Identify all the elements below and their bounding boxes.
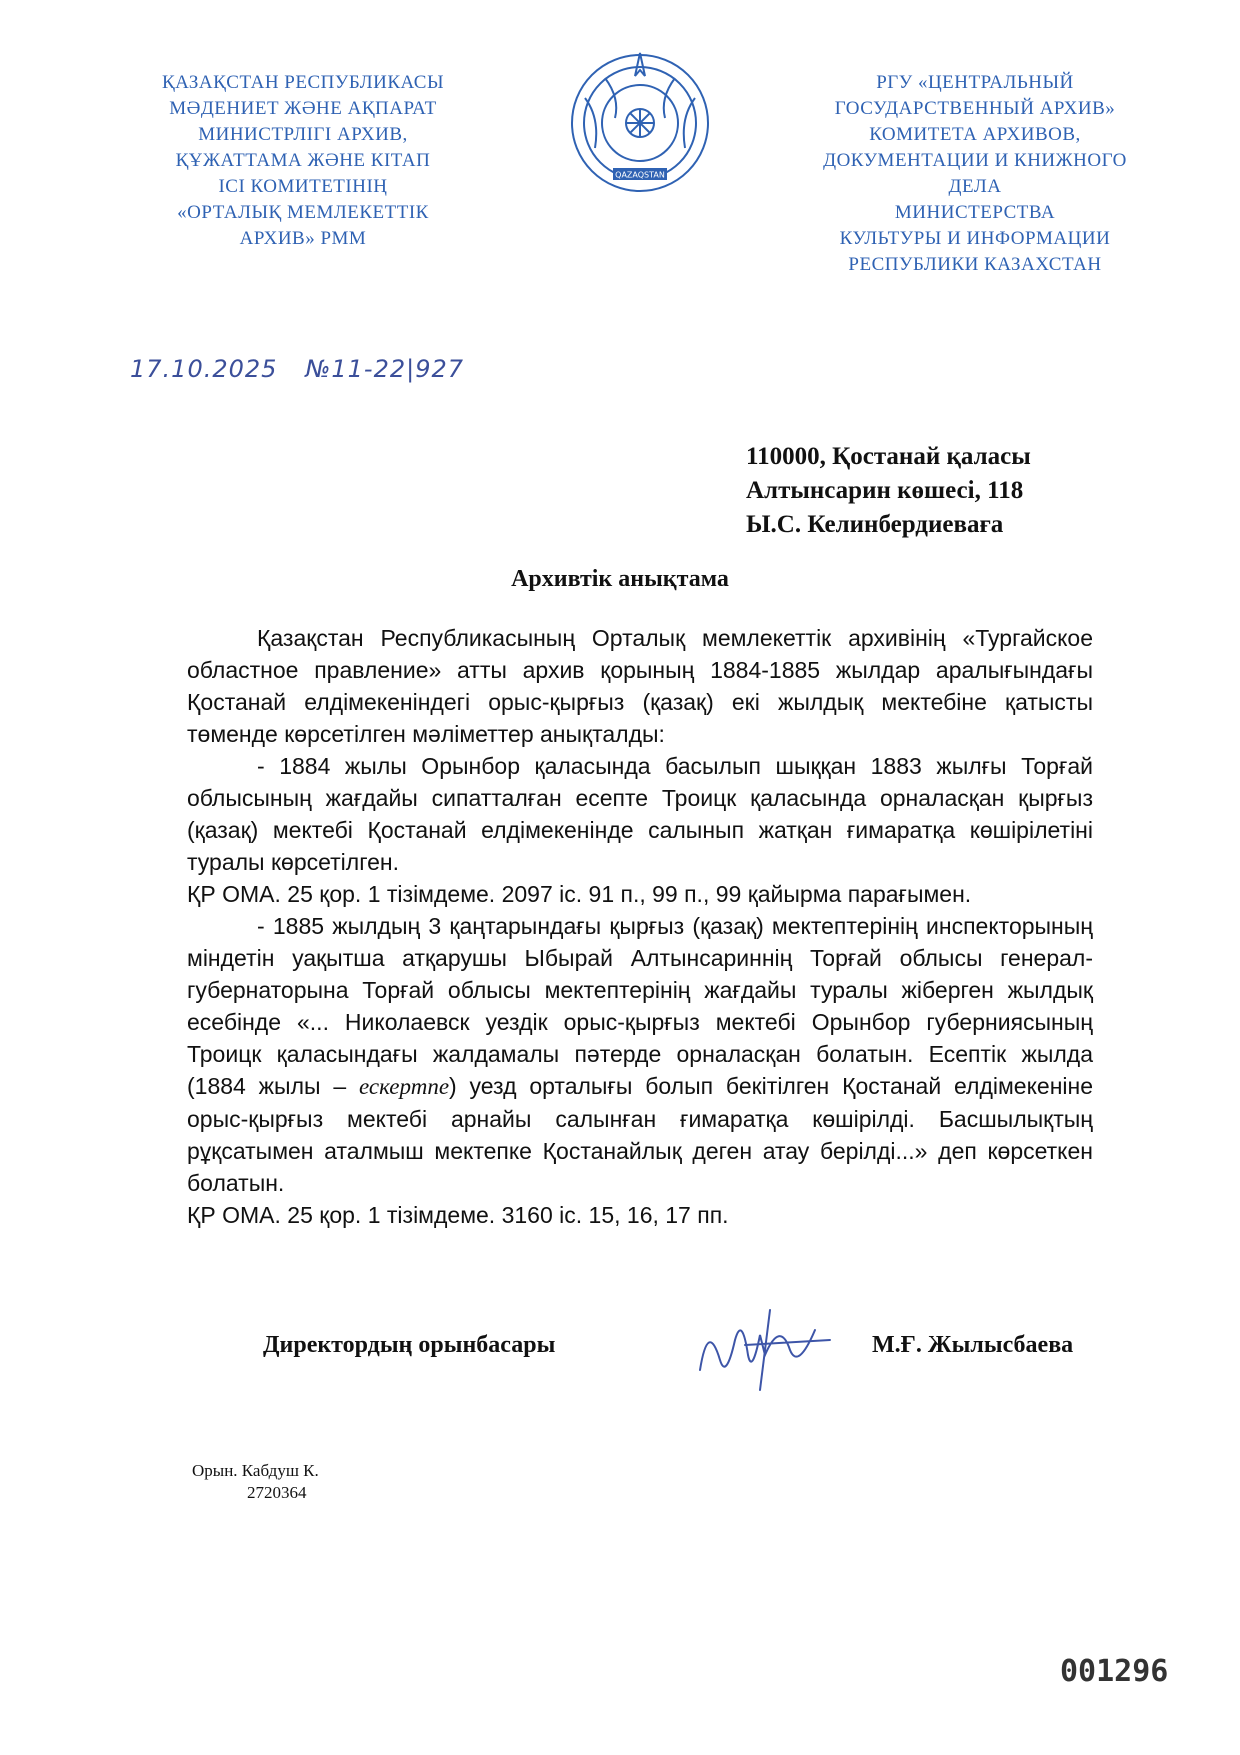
letterhead-line: ІСІ КОМИТЕТІНІҢ [218, 176, 388, 197]
address-line: Ы.С. Келинбердиеваға [746, 511, 1004, 538]
document-body [187, 622, 1093, 1231]
body-paragraph-intro: Қазақстан Республикасының Орталық мемлекеттік архивінің «Тургайское областное правление» атты архив қорының 1884-1885 жылдар аралығындағы Қостанай елдімекеніндегі орыс-қырғыз (қазақ) екі жылдық мектебіне қатысты төменде көрсетілген мәліметтер анықталды: [187, 625, 1093, 747]
address-line: 110000, Қостанай қаласы [746, 443, 1031, 470]
letterhead-line: «ОРТАЛЫҚ МЕМЛЕКЕТТІК [177, 202, 429, 223]
handwritten-signature [690, 1300, 840, 1395]
registration-line [130, 355, 464, 383]
letterhead-russian [805, 70, 1145, 278]
executor-name: Орын. Кабдуш К. [192, 1461, 319, 1480]
letterhead-line: РГУ «ЦЕНТРАЛЬНЫЙ [876, 72, 1074, 93]
letterhead-line: МИНИСТЕРСТВА [894, 202, 1056, 223]
registration-number: №11-22|927 [305, 355, 465, 383]
executor-info [192, 1460, 319, 1504]
letterhead-line: МИНИСТРЛІГІ АРХИВ, [198, 124, 408, 145]
serial-number: 001296 [1060, 1654, 1169, 1689]
letterhead-line: РЕСПУБЛИКИ КАЗАХСТАН [848, 254, 1102, 275]
body-paragraph-1884: - 1884 жылы Орынбор қаласында басылып шыққан 1883 жылғы Торғай облысының жағдайы сипатталған есепте Троицк қаласында орналасқан қырғыз (қазақ) мектебі Қостанай елдімекенінде салынып жатқан ғимаратқа көшірілетіні туралы көрсетілген. [187, 753, 1093, 875]
note-italic: ескертпе [359, 1074, 450, 1099]
letterhead-line: ҚҰЖАТТАМА ЖӘНЕ КІТАП [175, 150, 431, 171]
state-emblem-icon [565, 48, 715, 198]
recipient-address [746, 440, 1031, 542]
letterhead-line: ДОКУМЕНТАЦИИ И КНИЖНОГО ДЕЛА [823, 150, 1127, 197]
letterhead-line: ГОСУДАРСТВЕННЫЙ АРХИВ» [834, 98, 1116, 119]
archive-reference-1: ҚР ОМА. 25 қор. 1 тізімдеме. 2097 іс. 91 п., 99 п., 99 қайырма парағымен. [187, 881, 972, 907]
emblem-text: QAZAQSTAN [615, 170, 665, 180]
letterhead-line: КУЛЬТУРЫ И ИНФОРМАЦИИ [839, 228, 1111, 249]
paragraph-text: ) уезд орталығы болып бекітілген Қостанай елдімекеніне орыс-қырғыз мектебі арнайы салынған ғимаратқа көшірілді. Басшылықтың рұқсатымен аталмыш мектепке Қостанайлық деген атау берілді...» деп көрсеткен болатын. [187, 1073, 1093, 1196]
registration-date: 17.10.2025 [130, 355, 278, 383]
signer-role: Директордың орынбасары [263, 1332, 556, 1358]
letterhead-line: ҚАЗАҚСТАН РЕСПУБЛИКАСЫ [161, 72, 445, 93]
letterhead-line: КОМИТЕТА АРХИВОВ, [869, 124, 1081, 145]
paragraph-text: - 1885 жылдың 3 қаңтарындағы қырғыз (қазақ) мектептерінің инспекторының міндетін уақытша атқарушы Ыбырай Алтынсариннің Торғай облысы генерал-губернаторына Торғай облысы мектептерінің жағдайы туралы жіберген жылдық есебінде «... Николаевск уездік орыс-қырғыз мектебі Орынбор губерниясының Троицк қаласындағы жалдамалы пәтерде орналасқан болатын. Есептік жылда (1884 жылы – [187, 913, 1093, 1099]
letterhead-kazakh [143, 70, 463, 252]
letterhead-line: МӘДЕНИЕТ ЖӘНЕ АҚПАРАТ [169, 98, 437, 119]
executor-phone: 2720364 [247, 1483, 307, 1502]
signer-name: М.Ғ. Жылысбаева [872, 1332, 1074, 1358]
address-line: Алтынсарин көшесі, 118 [746, 477, 1024, 504]
body-paragraph-1885 [187, 910, 1093, 1199]
document-title: Архивтік анықтама [511, 566, 729, 592]
archive-reference-2: ҚР ОМА. 25 қор. 1 тізімдеме. 3160 іс. 15, 16, 17 пп. [187, 1202, 729, 1228]
letterhead-line: АРХИВ» РММ [239, 228, 367, 249]
